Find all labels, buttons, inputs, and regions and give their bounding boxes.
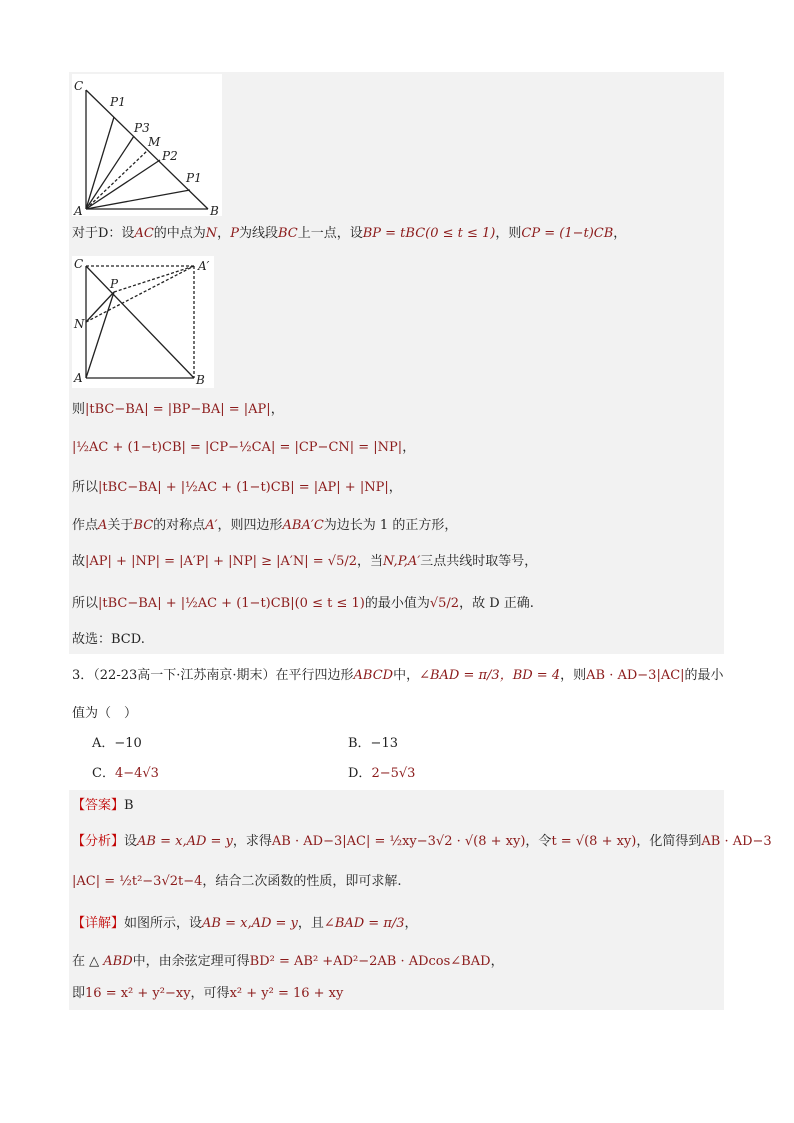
question-3-stem	[72, 666, 724, 686]
figure-2-svg	[72, 256, 214, 388]
math: A′	[205, 518, 218, 533]
text: 作点	[72, 518, 99, 533]
detail-line-1	[72, 914, 418, 934]
math-value: √5/2	[429, 596, 460, 611]
solution-line-3	[72, 478, 402, 498]
text: 的中点为	[153, 226, 206, 241]
text: ，	[217, 226, 231, 241]
text: 为线段	[238, 226, 278, 241]
solution-line-5	[72, 552, 537, 572]
text: ，则	[495, 226, 522, 241]
text: 的对称点	[153, 518, 206, 533]
math: BC	[133, 518, 154, 533]
text: 为边长为 1 的正方形，	[323, 518, 458, 533]
solution-line-1	[72, 400, 284, 420]
text: 则	[72, 402, 86, 417]
math: ，BD = 4	[499, 668, 561, 683]
answer-line	[72, 796, 134, 816]
fig2-label-a: A	[74, 371, 83, 385]
text: 上一点，设	[297, 226, 363, 241]
math-expression: |tBC−BA| + |½AC + (1−t)CB| = |AP| + |NP|	[98, 480, 389, 495]
math-expression: |AC| = ½t²−3√2t−4	[72, 874, 203, 889]
math-expression: 16 = x² + y²−xy	[85, 986, 191, 1001]
text: 的最小值为	[364, 596, 430, 611]
text: 三点共线时取等号，	[420, 554, 538, 569]
math-expression: AB · AD−3|AC| = ½xy−3√2 · √(8 + xy)	[271, 834, 526, 849]
text: 如图所示，设	[124, 916, 203, 931]
fig1-label-a: A	[74, 204, 83, 216]
option-b[interactable]	[348, 734, 398, 754]
text: ，	[404, 916, 418, 931]
text: ，	[270, 402, 284, 417]
line-d-intro	[72, 224, 626, 244]
text: 在 △	[72, 954, 104, 969]
math-expression: |tBC−BA| = |BP−BA| = |AP|	[85, 402, 271, 417]
text: 中，	[393, 668, 420, 683]
math: ABA′C	[282, 518, 324, 533]
math: BC	[277, 226, 298, 241]
math: ∠BAD = π/3	[323, 916, 405, 931]
answer-tag: 【答案】	[72, 798, 125, 813]
text: ，则四边形	[217, 518, 283, 533]
option-d-label: D．	[348, 766, 372, 781]
detail-line-2	[72, 952, 504, 972]
solution-line-6	[72, 594, 534, 614]
fig2-label-b: B	[196, 373, 205, 387]
fig1-label-p3: P3	[134, 121, 150, 135]
fig2-label-a-prime: A′	[198, 259, 210, 273]
math-expression: x² + y² = 16 + xy	[229, 986, 344, 1001]
text: 即	[72, 986, 86, 1001]
option-b-text: B．−13	[348, 736, 398, 751]
text: 对于D：设	[72, 226, 135, 241]
text: ，	[402, 440, 416, 455]
math-expression: AB · AD−3	[701, 834, 772, 849]
text: ，令	[525, 834, 552, 849]
text: 所以	[72, 480, 99, 495]
text: 的最小	[684, 668, 724, 683]
analysis-line-2	[72, 872, 402, 892]
math: AC	[134, 226, 154, 241]
option-d[interactable]	[348, 764, 415, 784]
figure-square-reflection	[72, 256, 214, 388]
math-expression: t = √(8 + xy)	[551, 834, 637, 849]
option-c-label: C．	[92, 766, 115, 781]
option-a-text: A．−10	[92, 736, 142, 751]
math-equation: CP = (1−t)CB	[521, 226, 614, 241]
fig2-label-n: N	[74, 317, 85, 331]
text: 故选：BCD.	[72, 632, 145, 647]
math-expression: |½AC + (1−t)CB| = |CP−½CA| = |CP−CN| = |NP|	[72, 440, 403, 455]
detail-tag: 【详解】	[72, 916, 125, 931]
math-expression: AB · AD−3|AC|	[586, 668, 685, 683]
text: ，	[388, 480, 402, 495]
answer-value: B	[124, 798, 134, 813]
solution-line-4	[72, 516, 457, 536]
math: A	[98, 518, 108, 533]
text: ，则	[560, 668, 587, 683]
text: 3．（22-23高一下·江苏南京·期末）在平行四边形	[72, 668, 354, 683]
fig2-label-p: P	[110, 277, 119, 291]
analysis-tag: 【分析】	[72, 834, 125, 849]
fig1-label-p2: P2	[162, 149, 178, 163]
text: ，当	[357, 554, 384, 569]
math: ABD	[103, 954, 133, 969]
detail-line-3	[72, 984, 343, 1004]
option-a[interactable]	[92, 734, 142, 754]
solution-line-2	[72, 438, 415, 458]
math: ABCD	[353, 668, 394, 683]
text: ，可得	[190, 986, 230, 1001]
text: ，化简得到	[636, 834, 702, 849]
fig1-label-p1-bottom: P1	[186, 171, 202, 185]
math: N	[205, 226, 218, 241]
fig1-label-p1-top: P1	[110, 95, 126, 109]
fig2-label-c: C	[74, 257, 84, 271]
figure-1-svg	[72, 74, 222, 216]
option-c[interactable]	[92, 764, 159, 784]
math: N,P,A′	[383, 554, 421, 569]
option-c-value: 4−4√3	[114, 766, 159, 781]
solution-block-bottom	[69, 790, 724, 1010]
math: P	[230, 226, 239, 241]
math: AB = x,AD = y	[137, 834, 233, 849]
text: 值为（ ）	[72, 706, 138, 721]
text: ，且	[297, 916, 324, 931]
text: ，故 D 正确.	[459, 596, 534, 611]
text: ，结合二次函数的性质，即可求解.	[202, 874, 402, 889]
fig1-label-c: C	[74, 79, 84, 93]
text: ，	[613, 226, 627, 241]
math: ∠BAD = π/3	[419, 668, 500, 683]
math-expression: BD² = AB² +AD²−2AB · ADcos∠BAD	[249, 954, 491, 969]
math: AB = x,AD = y	[202, 916, 298, 931]
text: 中，由余弦定理可得	[132, 954, 250, 969]
math-expression: |AP| + |NP| = |A′P| + |NP| ≥ |A′N| = √5/2	[85, 554, 357, 569]
text: 设	[124, 834, 138, 849]
analysis-line-1	[72, 832, 772, 852]
text: 故	[72, 554, 86, 569]
fig1-label-m: M	[148, 135, 161, 149]
solution-final-choice	[72, 630, 145, 650]
math-expression: |tBC−BA| + |½AC + (1−t)CB|(0 ≤ t ≤ 1)	[98, 596, 365, 611]
fig1-label-b: B	[210, 204, 219, 216]
option-d-value: 2−5√3	[371, 766, 416, 781]
math-equation: BP = tBC(0 ≤ t ≤ 1)	[362, 226, 496, 241]
text: ，	[490, 954, 504, 969]
text: 关于	[107, 518, 134, 533]
text: ，求得	[232, 834, 272, 849]
question-3-stem-line-2	[72, 704, 137, 724]
figure-triangle-points	[72, 74, 222, 216]
text: 所以	[72, 596, 99, 611]
